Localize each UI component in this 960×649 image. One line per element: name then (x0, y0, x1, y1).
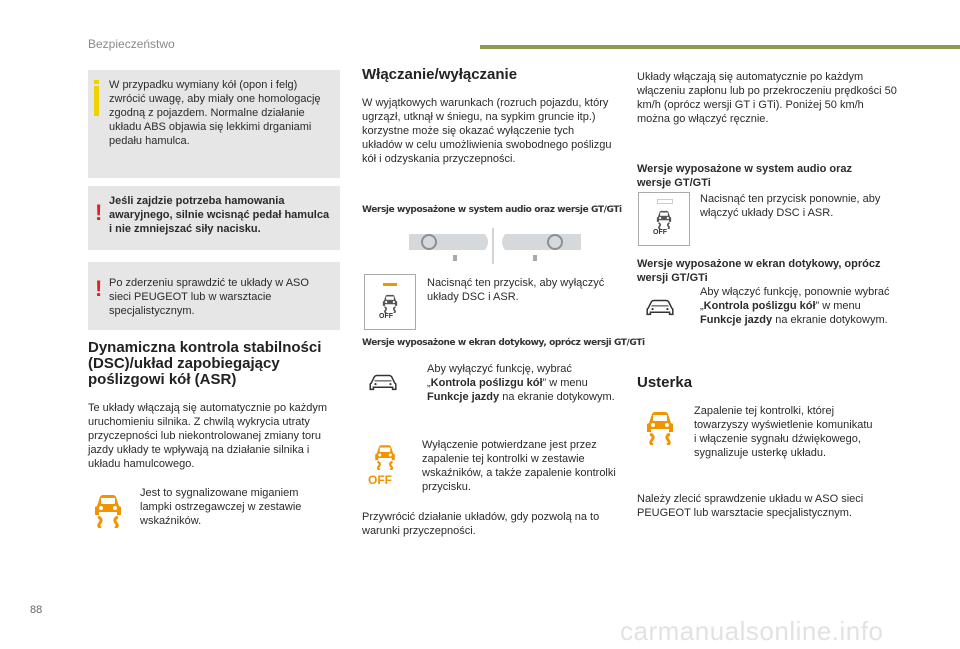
warning-box-collision (88, 262, 340, 330)
auto-on-text: Układy włączają się automatycznie po każdym włączeniu zapłonu lub po przekroczeniu prędkości 50 km/h (oprócz wersji GT i GTi). Poniżej 50 km/h można go włączyć ręcznie. (637, 71, 897, 125)
info-box (88, 70, 340, 178)
dsc-off-lamp-icon: OFF (368, 440, 408, 484)
header-accent-bar (480, 45, 960, 49)
dsc-body: Te układy włączają się automatycznie po każdym uruchomieniu silnika. Z chwilą wykrycia utraty przyczepności lub niekontrolowanej zmiany toru jazdy układy te wpływają na działanie silnika i układu hamulcowego. (88, 402, 328, 470)
dsc-heading: Dynamiczna kontrola stabilności (DSC)/układ zapobiegający poślizgowi kół (ASR) (88, 339, 322, 388)
subhead-audio: Wersje wyposażone w system audio oraz wersje GT/GTi (362, 205, 622, 215)
fault-action-text: Należy zlecić sprawdzenie układu w ASO sieci PEUGEOT lub warsztacie specjalistycznym. (637, 493, 864, 519)
dsc-off-button-icon (364, 274, 416, 330)
page-number: 88 (30, 604, 43, 616)
subhead-touch-on: Wersje wyposażone w ekran dotykowy, oprócz wersji GT/GTi (637, 258, 881, 284)
warning-text: Jeśli zajdzie potrzeba hamowania awaryjnego, silnie wcisnąć pedał hamulca i nie zmniejszać siły nacisku. (109, 195, 330, 235)
section-title: Bezpieczeństwo (88, 37, 175, 51)
fault-lamp-text: Zapalenie tej kontrolki, której towarzyszy wyświetlenie komunikatu i włączenie sygnału dźwiękowego, sygnalizuje usterkę układu. (694, 405, 873, 459)
on-off-intro: W wyjątkowych warunkach (rozruch pojazdu, który ugrzązł, utknął w śniegu, na sypkim gruncie itp.) korzystne może się okazać wyłączenie tych układów w celu umożliwienia swobodnego poślizgu kół i odzyskania przyczepności. (362, 97, 612, 165)
confirm-text: Wyłączenie potwierdzane jest przez zapalenie tej kontrolki w zestawie wskaźników, a także zapalenie kontrolki przycisku. (422, 439, 616, 493)
press-off-text: Nacisnąć ten przycisk, aby wyłączyć układy DSC i ASR. (427, 277, 605, 303)
info-text: W przypadku wymiany kół (opon i felg) zwrócić uwagę, aby miały one homologację zgodną z pojazdem. Normalne działanie układu ABS objawia się lekkimi drganiami pedału hamulca. (109, 79, 321, 147)
warning-icon: ! (95, 200, 103, 225)
subhead-audio-on: Wersje wyposażone w system audio oraz wersje GT/GTi (637, 163, 852, 189)
press-on-text: Nacisnąć ten przycisk ponownie, aby włączyć układy DSC i ASR. (700, 193, 881, 219)
watermark: carmanualsonline.info (620, 616, 884, 646)
steering-wheel-buttons-illustration (405, 228, 585, 264)
warning-text: Po zderzeniu sprawdzić te układy w ASO sieci PEUGEOT lub w warsztacie specjalistycznym. (109, 277, 309, 317)
car-menu-icon (644, 297, 676, 319)
restore-text: Przywrócić działanie układów, gdy pozwolą na to warunki przyczepności. (362, 511, 600, 537)
warning-box-emergency (88, 186, 340, 250)
on-off-heading: Włączanie/wyłączanie (362, 66, 518, 83)
skid-warning-lamp-icon (88, 488, 128, 528)
skid-fault-lamp-icon (640, 405, 680, 445)
warning-icon: ! (95, 276, 103, 301)
off-label: OFF (379, 313, 393, 320)
dsc-on-button-icon: OFF (638, 192, 690, 246)
lamp-note: Jest to sygnalizowane miganiem lampki ostrzegawczej w zestawie wskaźników. (140, 487, 302, 527)
steering-controls-icon (405, 228, 585, 264)
info-icon (94, 86, 99, 116)
touch-on-text: Aby włączyć funkcję, ponownie wybrać „Kontrola poślizgu kół” w menu Funkcje jazdy na ekranie dotykowym. (700, 286, 890, 326)
subhead-touch: Wersje wyposażone w ekran dotykowy, oprócz wersji GT/GTi (362, 338, 645, 348)
touch-off-text: Aby wyłączyć funkcję, wybrać „Kontrola poślizgu kół” w menu Funkcje jazdy na ekranie dotykowym. (427, 363, 615, 403)
fault-heading: Usterka (637, 374, 693, 391)
car-menu-icon (367, 372, 399, 394)
